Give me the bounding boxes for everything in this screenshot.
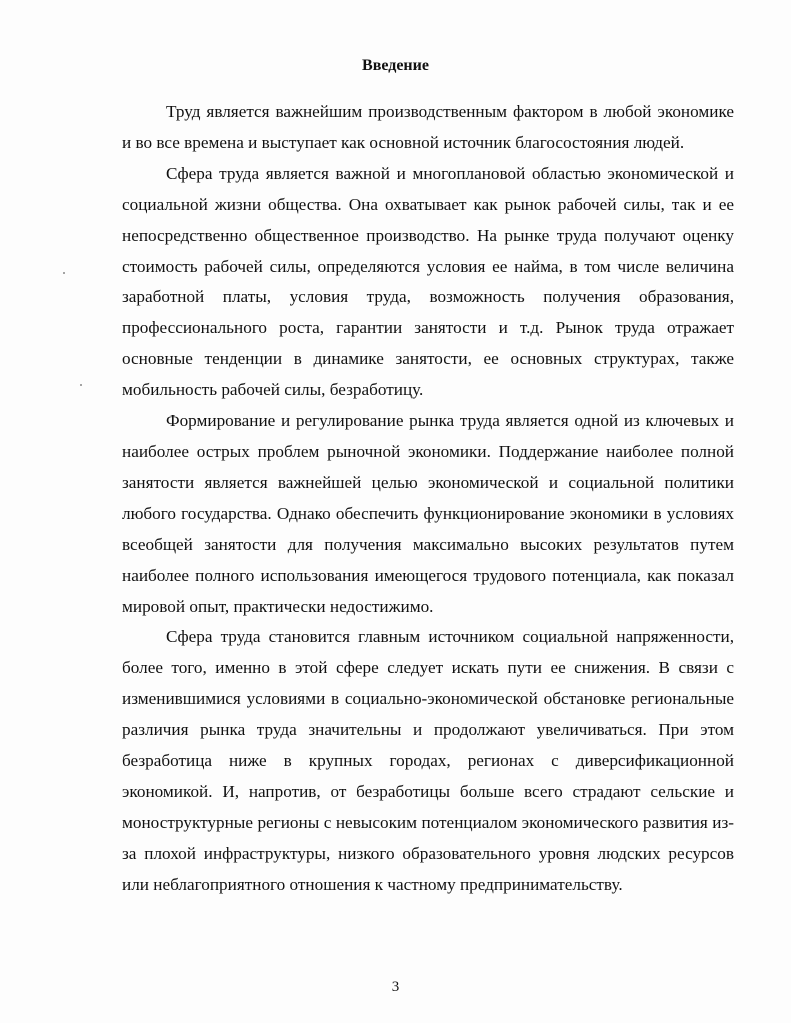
scan-speck <box>80 384 82 386</box>
paragraph-3: Формирование и регулирование рынка труда является одной из ключевых и наиболее острых проблем рыночной экономики. Поддержание наиболее полной занятости является важнейшей целью экономической и социальной политики любого государства. Однако обеспечить функционирование экономики в условиях всеобщей занятости для получения максимально высоких результатов путем наиболее полного использования имеющегося трудового потенциала, как показал мировой опыт, практически недостижимо. <box>122 411 734 616</box>
document-body <box>122 97 734 901</box>
paragraph-2: Сфера труда является важной и многоплановой областью экономической и социальной жизни общества. Она охватывает как рынок рабочей силы, так и ее непосредственно общественное производство. На рынке труда получают оценку стоимость рабочей силы, определяются условия ее найма, в том числе величина заработной платы, условия труда, возможность получения образования, профессионального роста, гарантии занятости и т.д. Рынок труда отражает основные тенденции в динамике занятости, ее основных структурах, также мобильность рабочей силы, безработицу. <box>122 163 734 400</box>
paragraph-1: Труд является важнейшим производственным фактором в любой экономике и во все времена и выступает как основной источник благосостояния людей. <box>122 102 734 152</box>
page-number: 3 <box>391 979 400 995</box>
scan-speck <box>63 272 65 274</box>
page-title: Введение <box>362 57 429 74</box>
paragraph-4: Сфера труда становится главным источником социальной напряженности, более того, именно в этой сфере следует искать пути ее снижения. В связи с изменившимися условиями в социально-экономической обстановке региональные различия рынка труда значительны и продолжают увеличиваться. При этом безработица ниже в крупных городах, регионах с диверсификационной экономикой. И, напротив, от безработицы больше всего страдают сельские и моноструктурные регионы с невысоким потенциалом экономического развития из-за плохой инфраструктуры, низкого образовательного уровня людских ресурсов или неблагоприятного отношения к частному предпринимательству. <box>122 627 734 894</box>
